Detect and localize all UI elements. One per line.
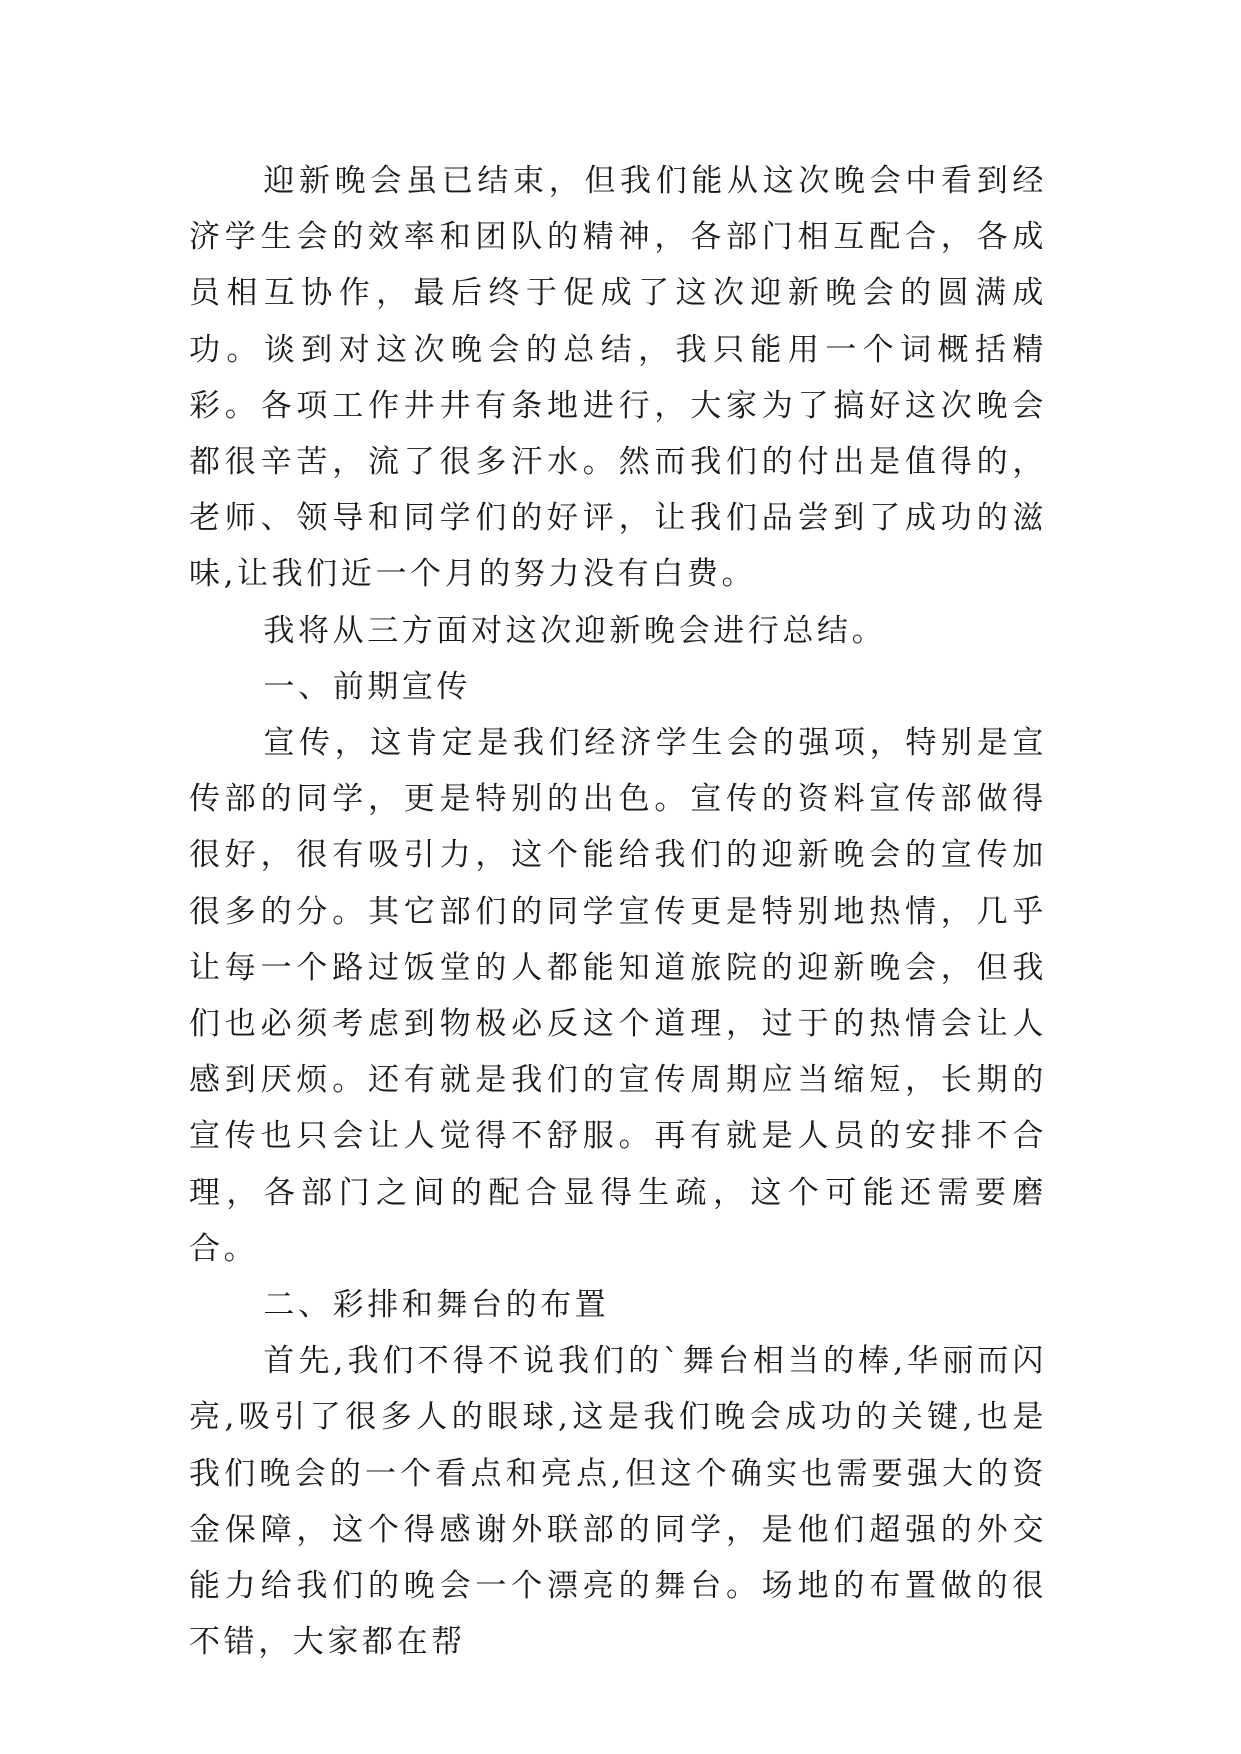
paragraph-overview: 我将从三方面对这次迎新晚会进行总结。 — [263, 612, 887, 649]
document-body — [189, 153, 1047, 1670]
paragraph-publicity: 宣传，这肯定是我们经济学生会的强项，特别是宣传部的同学，更是特别的出色。宣传的资料宣传部做得很好，很有吸引力，这个能给我们的迎新晚会的宣传加很多的分。其它部们的同学宣传更是特别地热情，几乎让每一个路过饭堂的人都能知道旅院的迎新晚会，但我们也必须考虑到物极必反这个道理，过于的热情会让人感到厌烦。还有就是我们的宣传周期应当缩短，长期的宣传也只会让人觉得不舒服。再有就是人员的安排不合理，各部门之间的配合显得生疏，这个可能还需要磨合。 — [189, 725, 1047, 1267]
section-heading-publicity: 一、前期宣传 — [263, 668, 471, 705]
section-heading-rehearsal: 二、彩排和舞台的布置 — [263, 1287, 610, 1324]
paragraph-intro: 迎新晚会虽已结束，但我们能从这次晚会中看到经济学生会的效率和团队的精神，各部门相互配合，各成员相互协作，最后终于促成了这次迎新晚会的圆满成功。谈到对这次晚会的总结，我只能用一个词概括精彩。各项工作井井有条地进行，大家为了搞好这次晚会都很辛苦，流了很多汗水。然而我们的付出是值得的，老师、领导和同学们的好评，让我们品尝到了成功的滋味,让我们近一个月的努力没有白费。 — [189, 163, 1047, 593]
paragraph-rehearsal: 首先,我们不得不说我们的`舞台相当的棒,华丽而闪亮,吸引了很多人的眼球,这是我们晚会成功的关键,也是我们晚会的一个看点和亮点,但这个确实也需要强大的资金保障，这个得感谢外联部的同学，是他们超强的外交能力给我们的晚会一个漂亮的舞台。场地的布置做的很不错，大家都在帮 — [189, 1343, 1047, 1661]
